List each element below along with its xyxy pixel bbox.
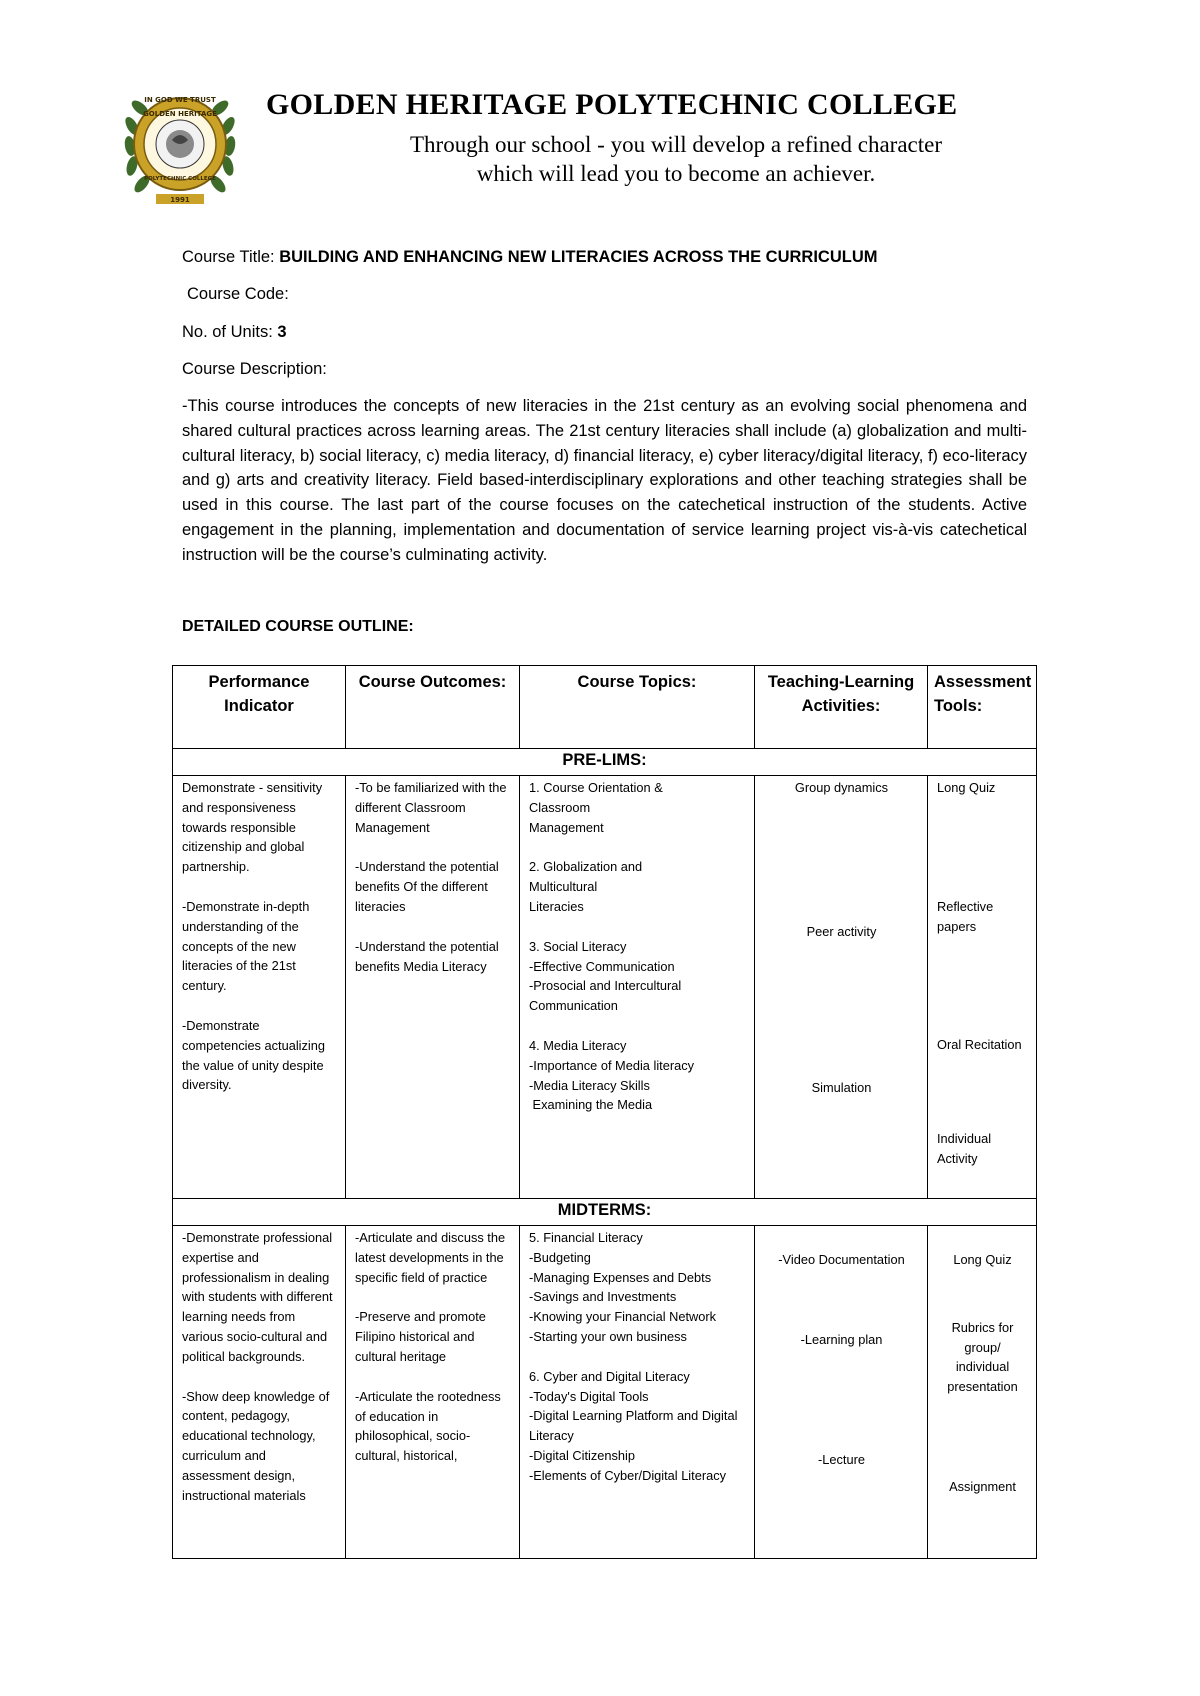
svg-text:POLYTECHNIC COLLEGE: POLYTECHNIC COLLEGE [144, 176, 216, 182]
list-item: 2. Globalization and [529, 859, 643, 875]
list-item: -Preserve and promote Filipino historical and cultural heritage [355, 1309, 486, 1364]
list-item: Simulation [811, 1079, 872, 1095]
svg-text:1991: 1991 [170, 196, 190, 204]
college-seal-logo [116, 82, 244, 210]
list-item: 5. Financial Literacy [529, 1230, 643, 1245]
list-item: -Video Documentation [778, 1252, 905, 1267]
list-item: -Elements of Cyber/Digital Literacy [529, 1467, 727, 1483]
course-units-value: 3 [277, 323, 287, 341]
list-item: Management [529, 819, 604, 835]
course-units-label: No. of Units: [182, 323, 278, 341]
list-item: -To be familiarized with the different Classroom Management [355, 780, 507, 835]
topic-group [529, 1228, 746, 1347]
topic-group [529, 778, 746, 837]
list-item: Oral Recitation [937, 1037, 1022, 1053]
topic-group [529, 857, 746, 916]
header-assessment-tools: Assessment Tools: [928, 666, 1037, 749]
list-item: Rubrics for group/ individual presentation [947, 1319, 1018, 1395]
college-motto [296, 130, 1056, 188]
course-title [182, 248, 1022, 267]
course-description: -This course introduces the concepts of new literacies in the 21st century as an evolving social phenomena and shared cultural practices across learning areas. The 21st century literacies shall include (a) globalization and multi-cultural literacy, b) social literacy, c) media literacy, d) financial literacy, e) cyber literacy/digital literacy, f) eco-literacy and g) arts and creativity literacy. Field based-interdisciplinary explorations and other teaching strategies shall be used in this course. The last part of the course focuses on the catechetical instruction of the students. Active engagement in the planning, implementation and documentation of service learning project vis-à-vis catechetical instruction will be the course’s culminating activity. [182, 397, 1027, 564]
course-units [182, 323, 1022, 342]
midterms-indicators [173, 1226, 346, 1559]
prelims-activities [755, 776, 928, 1199]
list-item: -Understand the potential benefits Media Literacy [355, 938, 499, 974]
midterms-outcomes [346, 1226, 520, 1559]
table-header-row [173, 666, 1037, 749]
course-description-label: Course Description: [182, 360, 327, 378]
list-item: -Savings and Investments [529, 1289, 677, 1305]
topic-group [529, 1367, 746, 1486]
list-item: -Digital Learning Platform and Digital Literacy [529, 1408, 738, 1444]
list-item: Classroom [529, 799, 591, 815]
list-item: Long Quiz [953, 1252, 1012, 1267]
prelims-label: PRE-LIMS: [173, 749, 1037, 776]
header-course-outcomes: Course Outcomes: [346, 666, 520, 749]
motto-line-2: which will lead you to become an achiever. [476, 161, 876, 186]
list-item: Examining the Media [529, 1097, 653, 1113]
list-item: -Media Literacy Skills [529, 1077, 650, 1093]
topic-group [529, 1036, 746, 1115]
course-code-label: Course Code: [187, 285, 289, 303]
list-item: Literacies [529, 898, 584, 914]
list-item: -Starting your own business [529, 1328, 687, 1344]
table-row [173, 776, 1037, 1199]
list-item: -Demonstrate in-depth understanding of the concepts of the new literacies of the 21st century. [182, 898, 310, 994]
list-item: -Prosocial and Intercultural Communication [529, 978, 682, 1014]
midterms-assessments [928, 1226, 1037, 1559]
list-item: -Digital Citizenship [529, 1447, 635, 1463]
svg-text:IN GOD WE TRUST: IN GOD WE TRUST [144, 96, 216, 104]
course-title-value: BUILDING AND ENHANCING NEW LITERACIES ACROSS THE CURRICULUM [279, 248, 878, 266]
header-teaching-learning-activities: Teaching-Learning Activities: [755, 666, 928, 749]
list-item: Long Quiz [937, 780, 996, 795]
midterms-term-row [173, 1199, 1037, 1226]
prelims-outcomes [346, 776, 520, 1199]
list-item: Multicultural [529, 879, 598, 895]
list-item: -Lecture [818, 1451, 865, 1467]
course-outline-table [172, 665, 1037, 1559]
topic-group [529, 937, 746, 1016]
motto-line-1: Through our school - you will develop a refined character [410, 132, 942, 157]
course-code [187, 285, 1027, 304]
letterhead [116, 82, 1096, 212]
list-item: -Knowing your Financial Network [529, 1309, 717, 1325]
list-item: -Today's Digital Tools [529, 1388, 649, 1404]
midterms-topics [520, 1226, 755, 1559]
list-item: Assignment [949, 1478, 1016, 1494]
list-item: -Demonstrate professional expertise and professionalism in dealing with students with different learning needs from various socio-cultural and political backgrounds. [182, 1230, 333, 1364]
list-item: Group dynamics [794, 780, 889, 795]
list-item: -Articulate and discuss the latest developments in the specific field of practice [355, 1230, 506, 1285]
list-item: 1. Course Orientation & [529, 780, 663, 795]
prelims-term-row [173, 749, 1037, 776]
list-item: 3. Social Literacy [529, 938, 627, 954]
list-item: -Articulate the rootedness of education in philosophical, socio-cultural, historical, [355, 1388, 501, 1464]
header-performance-indicator: Performance Indicator [173, 666, 346, 749]
list-item: Individual Activity [937, 1131, 992, 1166]
list-item: 6. Cyber and Digital Literacy [529, 1368, 690, 1384]
list-item: Demonstrate - sensitivity and responsiveness towards responsible citizenship and global partnership. [182, 780, 323, 875]
list-item: -Effective Communication [529, 958, 675, 974]
prelims-assessments [928, 776, 1037, 1199]
list-item: -Understand the potential benefits Of the different literacies [355, 859, 499, 914]
list-item: Peer activity [806, 923, 877, 939]
table-row [173, 1226, 1037, 1559]
list-item: -Budgeting [529, 1249, 591, 1265]
svg-text:GOLDEN HERITAGE: GOLDEN HERITAGE [143, 110, 217, 118]
list-item: -Managing Expenses and Debts [529, 1269, 712, 1285]
midterms-activities [755, 1226, 928, 1559]
list-item: -Learning plan [800, 1331, 883, 1347]
list-item: -Show deep knowledge of content, pedagogy, educational technology, curriculum and assessment design, instructional materials [182, 1388, 330, 1503]
outline-heading: DETAILED COURSE OUTLINE: [182, 618, 414, 635]
prelims-indicators [173, 776, 346, 1199]
header-course-topics: Course Topics: [520, 666, 755, 749]
college-name: GOLDEN HERITAGE POLYTECHNIC COLLEGE [266, 88, 958, 121]
course-title-label: Course Title: [182, 248, 280, 266]
list-item: -Importance of Media literacy [529, 1057, 695, 1073]
prelims-topics [520, 776, 755, 1199]
midterms-label: MIDTERMS: [173, 1199, 1037, 1226]
list-item: Reflective papers [937, 898, 994, 934]
list-item: 4. Media Literacy [529, 1037, 627, 1053]
list-item: -Demonstrate competencies actualizing the value of unity despite diversity. [182, 1017, 325, 1093]
